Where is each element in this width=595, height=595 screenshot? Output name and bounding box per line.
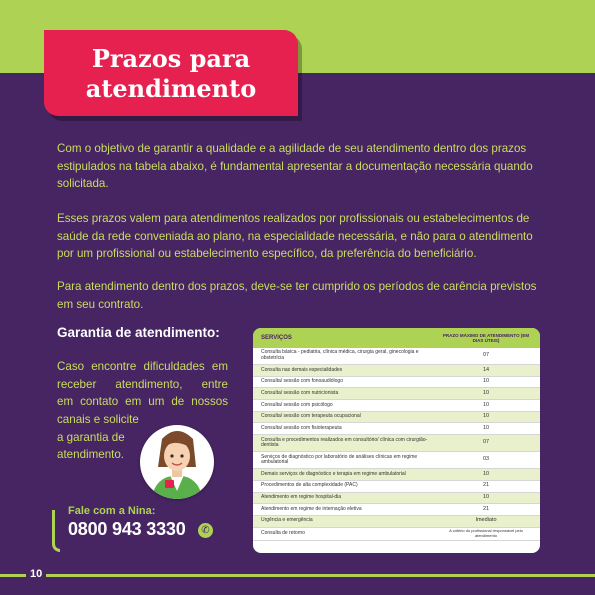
- deadlines-table: [253, 328, 540, 553]
- contact-label: Fale com a Nina:: [68, 505, 156, 517]
- garantia-text-line: a garantia de: [57, 431, 125, 444]
- service-cell: Consulta básica - pediatria, clínica médica, cirurgia geral, ginecologia e obstetrícia: [261, 349, 419, 361]
- prazo-cell: 10: [482, 425, 490, 432]
- garantia-text-line: em contato em um de nossos: [57, 395, 228, 408]
- service-cell: Consulta/ sessão com psicólogo: [261, 401, 333, 408]
- page-title-box: [44, 30, 298, 116]
- footer-line: [0, 574, 595, 577]
- prazo-cell: 10: [482, 389, 490, 396]
- service-cell: Serviços de diagnóstico por laboratório de análises clínicas em regime ambulatorial: [261, 453, 418, 466]
- prazo-cell: 10: [482, 470, 490, 477]
- table-row: [253, 516, 540, 528]
- prazo-cell: 10: [482, 413, 490, 420]
- service-cell: Consulta/ sessão com nutricionista: [261, 389, 339, 396]
- table-body: [253, 348, 540, 541]
- service-cell: Atendimento em regime hospital-dia: [261, 494, 342, 501]
- table-row: [253, 452, 540, 469]
- table-row: [253, 423, 540, 435]
- table-row: [253, 528, 540, 541]
- service-cell: Consulta e procedimentos realizados em consultório/ clínica com cirurgião-dentista: [261, 436, 428, 449]
- prazo-cell: 10: [482, 494, 490, 501]
- service-cell: Consulta/ sessão com fonoaudiólogo: [261, 378, 343, 385]
- service-cell: Consulta de retorno: [261, 529, 305, 536]
- whatsapp-icon[interactable]: ✆: [198, 523, 213, 538]
- page-number: 10: [26, 568, 46, 580]
- service-cell: Urgência e emergência: [261, 517, 313, 524]
- table-row: [253, 377, 540, 389]
- table-row: [253, 400, 540, 412]
- garantia-text-line: Caso encontre dificuldades em: [57, 360, 228, 373]
- prazo-cell: 21: [482, 505, 490, 512]
- table-header: [253, 328, 540, 348]
- service-cell: Demais serviços de diagnóstico e terapia em regime ambulatorial: [261, 470, 406, 477]
- service-cell: Consulta/ sessão com fisioterapeuta: [261, 424, 342, 431]
- table-row: [253, 435, 540, 452]
- table-row: [253, 493, 540, 505]
- table-row: [253, 388, 540, 400]
- carencia-paragraph: Para atendimento dentro dos prazos, deve-se ter cumprido os períodos de carência previstos em seu contrato.: [57, 280, 537, 311]
- page-title-line1: Prazos para: [91, 44, 251, 73]
- garantia-heading: Garantia de atendimento:: [57, 325, 220, 340]
- header-services: SERVIÇOS: [261, 335, 292, 341]
- prazo-cell: 10: [482, 378, 490, 385]
- table-row: [253, 348, 540, 365]
- table-row: [253, 365, 540, 377]
- prazo-cell: 10: [482, 401, 490, 408]
- contact-phone[interactable]: 0800 943 3330: [68, 519, 186, 539]
- page-title-line2: atendimento: [85, 74, 257, 103]
- prazo-cell: A critério do profissional responsável pelo atendimento: [449, 527, 523, 538]
- prazo-cell: Imediato: [475, 517, 497, 524]
- contact-frame: [52, 510, 60, 552]
- table-row: [253, 481, 540, 493]
- prazo-cell: 03: [482, 456, 490, 463]
- table-row: [253, 469, 540, 481]
- prazo-cell: 07: [482, 439, 490, 446]
- prazo-cell: 07: [482, 352, 490, 359]
- garantia-text-line: receber atendimento, entre: [57, 378, 228, 391]
- prazo-cell: 21: [482, 482, 490, 489]
- service-cell: Consulta/ sessão com terapeuta ocupacional: [261, 413, 361, 420]
- service-cell: Procedimentos de alta complexidade (PAC): [261, 482, 358, 489]
- table-row: [253, 412, 540, 424]
- service-cell: Consulta nas demais especialidades: [261, 366, 343, 373]
- prazo-cell: 14: [482, 366, 490, 373]
- intro-paragraph: Com o objetivo de garantir a qualidade e a agilidade de seu atendimento dentro dos prazos estipulados na tabela abaixo, é fundamental apresentar a documentação necessária quando solicitada.: [57, 142, 533, 191]
- garantia-text-line: canais e solicite: [57, 413, 139, 426]
- scope-paragraph: Esses prazos valem para atendimentos realizados por profissionais ou estabelecimentos de saúde da rede conveniada ao plano, na especialidade necessária, e não para o atendimento por um profissional ou estabelecimento específico, da preferência do beneficiário.: [57, 212, 533, 261]
- table-row: [253, 504, 540, 516]
- service-cell: Atendimento em regime de internação eletiva: [261, 505, 362, 512]
- nina-avatar: [140, 425, 214, 499]
- garantia-text-line: atendimento.: [57, 448, 125, 461]
- header-prazo: PRAZO MÁXIMO DE ATENDIMENTO (EM DIAS ÚTEIS): [442, 333, 530, 343]
